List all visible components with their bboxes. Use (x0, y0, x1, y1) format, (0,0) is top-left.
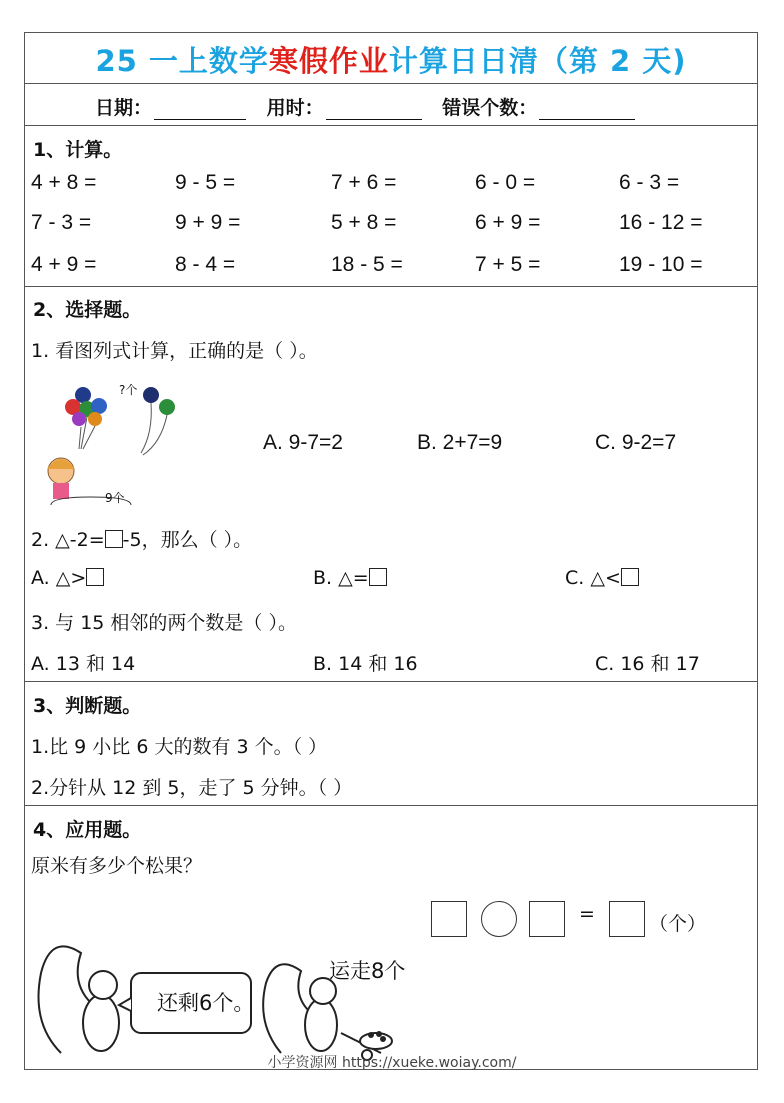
calc-item: 16 - 12 = (619, 211, 703, 234)
divider (25, 681, 757, 682)
date-blank[interactable] (154, 99, 246, 120)
option-b[interactable]: B. 14 和 16 (313, 653, 418, 675)
question-2-end: -5，那么（ ）。 (122, 529, 253, 551)
meta-row (95, 93, 649, 120)
moved-label: 运走8个 (329, 959, 406, 983)
divider (25, 83, 757, 84)
errors-blank[interactable] (539, 99, 635, 120)
calc-item: 4 + 9 = (31, 253, 97, 276)
operator-circle[interactable] (481, 901, 517, 937)
option-a[interactable]: A. 13 和 14 (31, 653, 136, 675)
option-a-label: A. △> (31, 567, 87, 589)
divider (25, 286, 757, 287)
calc-item: 7 + 6 = (331, 171, 397, 194)
answer-box[interactable] (529, 901, 565, 937)
errors-label: 错误个数： (442, 97, 538, 119)
worksheet (24, 32, 758, 1070)
calc-item: 19 - 10 = (619, 253, 703, 276)
calc-item: 18 - 5 = (331, 253, 403, 276)
title-part2: 寒假作业 (268, 44, 389, 78)
option-b[interactable]: B. 2+7=9 (417, 431, 503, 454)
title-part3: 计算日日清（第 2 天) (388, 44, 687, 78)
judge-item-2: 2.分针从 12 到 5，走了 5 分钟。（ ） (31, 777, 353, 799)
section2-heading: 2、选择题。 (33, 299, 142, 321)
section4-heading: 4、应用题。 (33, 819, 142, 841)
time-label: 用时： (266, 97, 324, 119)
option-a[interactable] (31, 567, 104, 589)
footer-source: 小学资源网 https://xueke.woiay.com/ (267, 1055, 517, 1071)
section1-heading: 1、计算。 (33, 139, 123, 161)
word-problem-question: 原米有多少个松果？ (31, 855, 203, 877)
calc-item: 5 + 8 = (331, 211, 397, 234)
divider (25, 805, 757, 806)
square-symbol (105, 530, 123, 548)
option-a[interactable]: A. 9-7=2 (263, 431, 343, 454)
question-2-start: 2. △-2= (31, 529, 105, 551)
calc-item: 7 + 5 = (475, 253, 541, 276)
option-c[interactable]: C. 9-2=7 (595, 431, 677, 454)
time-blank[interactable] (326, 99, 422, 120)
square-symbol (86, 568, 104, 586)
option-c-label: C. △< (565, 567, 621, 589)
page-title (25, 39, 757, 80)
option-c[interactable] (565, 567, 639, 589)
question-3: 3. 与 15 相邻的两个数是（ ）。 (31, 612, 297, 634)
divider (25, 125, 757, 126)
calc-item: 6 + 9 = (475, 211, 541, 234)
balloon-illustration (31, 373, 191, 505)
balloon-total-label: 9个 (105, 491, 125, 505)
question-1: 1. 看图列式计算，正确的是（ ）。 (31, 340, 318, 362)
calc-item: 4 + 8 = (31, 171, 97, 194)
answer-box[interactable] (431, 901, 467, 937)
answer-box[interactable] (609, 901, 645, 937)
question-2 (31, 525, 252, 552)
calc-item: 8 - 4 = (175, 253, 236, 276)
date-label: 日期： (95, 97, 153, 119)
calc-item: 6 - 3 = (619, 171, 680, 194)
calc-item: 6 - 0 = (475, 171, 536, 194)
speech-bubble-text: 还剩6个。 (157, 991, 255, 1015)
square-symbol (369, 568, 387, 586)
square-symbol (621, 568, 639, 586)
calc-item: 7 - 3 = (31, 211, 92, 234)
calc-item: 9 - 5 = (175, 171, 236, 194)
option-b[interactable] (313, 567, 387, 589)
balloon-unknown-label: ?个 (119, 383, 138, 397)
calc-item: 9 + 9 = (175, 211, 241, 234)
equals-sign: = (579, 903, 595, 925)
section3-heading: 3、判断题。 (33, 695, 142, 717)
option-b-label: B. △= (313, 567, 369, 589)
title-part1: 25 一上数学 (95, 44, 269, 78)
option-c[interactable]: C. 16 和 17 (595, 653, 700, 675)
judge-item-1: 1.比 9 小比 6 大的数有 3 个。（ ） (31, 736, 328, 758)
unit-label: （个） (649, 913, 707, 935)
